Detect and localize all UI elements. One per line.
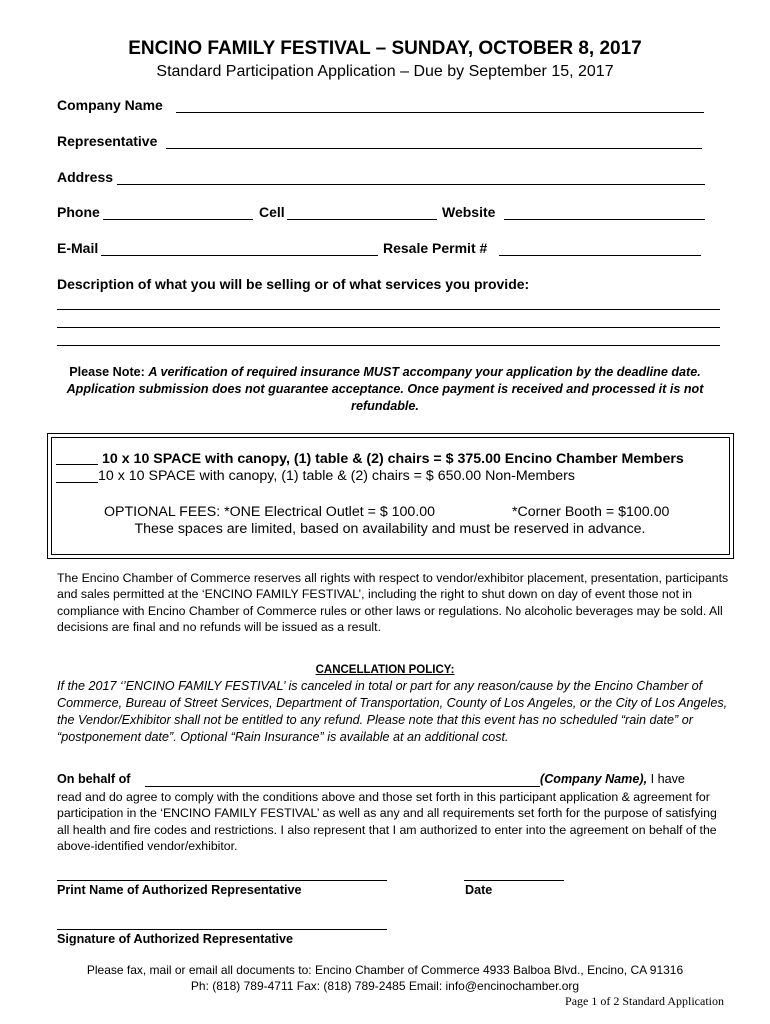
note-lead: Please Note: [69,365,145,379]
note-text: A verification of required insurance MUST accompany your application by the deadline date. Application submission does not guarantee acceptance. Once payment is received and processed it is not refundable. [66,365,704,413]
cancellation-text: If the 2017 ‘’ENCINO FAMILY FESTIVAL’ is canceled in total or part for any reason/cause by the Encino Chamber of Commerce, Bureau of Street Services, Department of Transportation, County of Los Angeles, or the City of Los Angeles, the Vendor/Exhibitor shall not be entitled to any refund. Please note that this event has no scheduled “rain date” or “postponement date”. Optional “Rain Insurance” is available at an additional cost. [57,679,728,744]
optional-corner-fee: *Corner Booth = $100.00 [512,504,670,520]
company-name-inline-label: (Company Name), [540,772,648,786]
email-label: E-Mail [57,240,99,256]
nonmember-option-checkline[interactable] [56,482,98,483]
i-have-text: I have [647,772,685,786]
description-label: Description of what you will be selling or of what services you provide: [57,276,530,292]
cancellation-title: CANCELLATION POLICY: [315,664,455,676]
cell-field[interactable] [287,219,437,220]
footer-contact-line-1: Please fax, mail or email all documents to: Encino Chamber of Commerce 4933 Balboa Blvd., Encino, CA 91316 [86,963,684,977]
company-name-label: Company Name [57,97,163,113]
website-field[interactable] [504,219,705,220]
print-name-label: Print Name of Authorized Representative [57,883,302,897]
signature-label: Signature of Authorized Representative [57,932,294,946]
member-option-checkline[interactable] [56,464,98,465]
insurance-note [55,364,715,415]
cell-label: Cell [259,204,285,220]
resale-permit-field[interactable] [499,255,701,256]
rights-paragraph: The Encino Chamber of Commerce reserves all rights with respect to vendor/exhibitor placement, presentation, participants and sales permitted at the ‘ENCINO FAMILY FESTIVAL’, including the right to shut down on day of event those not in compliance with Encino Chamber of Commerce rules or other laws or regulations. No alcoholic beverages may be sold. All decisions are final and no refunds will be issued as a result. [57,571,729,635]
date-field[interactable] [464,880,564,881]
on-behalf-label: On behalf of [57,772,131,786]
date-label: Date [465,883,493,897]
member-option: 10 x 10 SPACE with canopy, (1) table & (2) chairs = $ 375.00 Encino Chamber Members [102,451,684,467]
email-field[interactable] [101,255,378,256]
company-name-field[interactable] [176,112,704,113]
print-name-field[interactable] [57,880,387,881]
resale-permit-label: Resale Permit # [383,240,488,256]
optional-electrical-fee: OPTIONAL FEES: *ONE Electrical Outlet = $ 100.00 [104,504,436,520]
phone-field[interactable] [103,219,253,220]
description-line-1[interactable] [57,309,720,310]
page-title: ENCINO FAMILY FESTIVAL – SUNDAY, OCTOBER 8, 2017 [128,38,642,59]
page-number: Page 1 of 2 Standard Application [565,994,724,1008]
nonmember-option: 10 x 10 SPACE with canopy, (1) table & (2) chairs = $ 650.00 Non-Members [98,468,575,484]
phone-label: Phone [57,204,100,220]
agreement-paragraph: read and do agree to comply with the conditions above and those set forth in this participant application & agreement for participation in the ‘ENCINO FAMILY FESTIVAL’ as well as any and all requirements set forth for the purpose of satisfying all health and fire codes and restrictions. I also represent that I am authorized to enter into the agreement on behalf of the above-identified vendor/exhibitor. [57,790,717,853]
website-label: Website [442,204,496,220]
description-line-3[interactable] [57,345,720,346]
description-line-2[interactable] [57,327,720,328]
signature-field[interactable] [57,929,387,930]
page-subtitle: Standard Participation Application – Due by September 15, 2017 [156,63,614,80]
company-name-suffix [540,772,685,786]
representative-label: Representative [57,133,158,149]
limited-spaces-note: These spaces are limited, based on availability and must be reserved in advance. [134,521,646,537]
representative-field[interactable] [166,148,702,149]
address-field[interactable] [117,184,705,185]
address-label: Address [57,169,114,185]
on-behalf-company-field[interactable] [145,786,540,787]
footer-contact-line-2: Ph: (818) 789-4711 Fax: (818) 789-2485 Email: info@encinochamber.org [190,979,580,993]
